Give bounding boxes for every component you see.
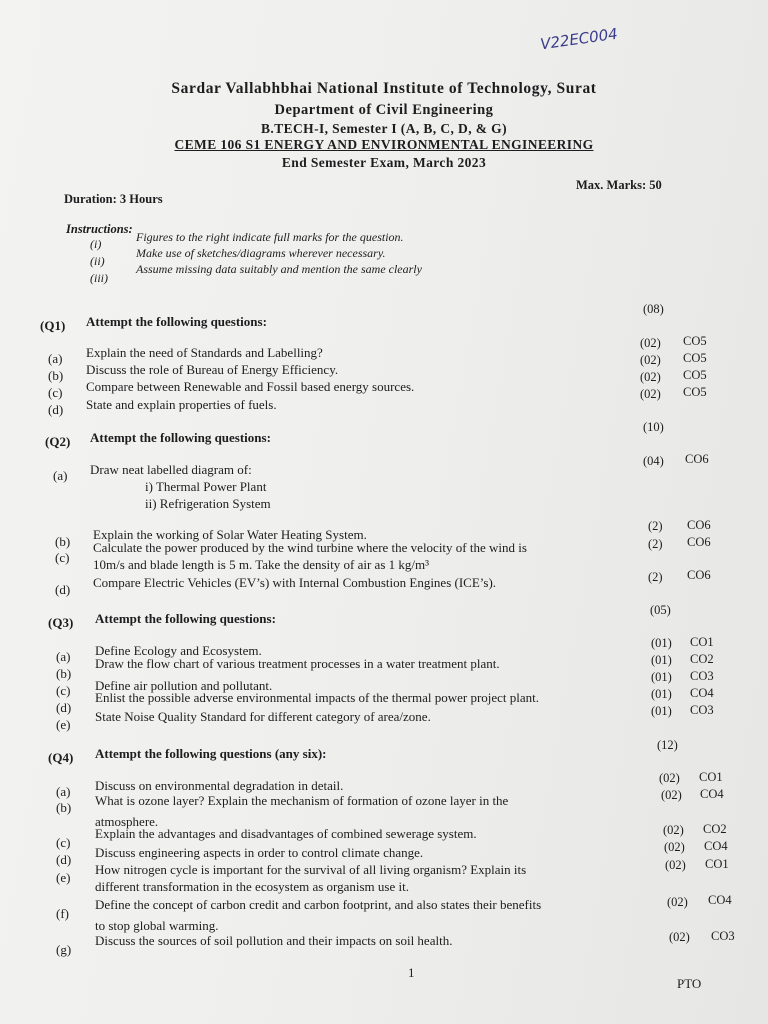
part-text: Compare between Renewable and Fossil based energy sources. [86,379,415,394]
part-marks: (02) [640,353,661,367]
handwritten-roll-number: V22EC004 [539,24,619,54]
part-co: CO1 [690,635,714,649]
question-label: (Q3) [48,615,74,630]
part-marks: (2) [648,519,663,533]
part-marks: (2) [648,537,663,551]
part-co: CO6 [687,535,711,549]
part-text: Define the concept of carbon credit and carbon footprint, and also states their benefits [95,897,542,912]
part-label: (f) [56,906,69,921]
part-label: (g) [56,942,72,957]
part-label: (b) [56,800,72,815]
instruction-num: (iii) [90,271,108,285]
part-marks: (02) [669,930,690,944]
part-co: CO3 [711,929,735,943]
part-text-continued: different transformation in the ecosystem as organism use it. [95,879,409,894]
part-label: (c) [56,683,71,698]
part-label: (b) [55,534,71,549]
part-marks: (02) [640,387,661,401]
duration: Duration: 3 Hours [64,192,163,206]
page-number: 1 [408,965,415,980]
part-marks: (01) [651,670,672,684]
part-label: (a) [53,468,68,483]
question-marks: (05) [650,603,671,617]
part-co: CO4 [690,686,714,700]
part-text: Discuss the sources of soil pollution and their impacts on soil health. [95,933,453,948]
question-title: Attempt the following questions: [95,611,276,626]
part-co: CO4 [704,839,728,853]
part-text: Compare Electric Vehicles (EV’s) with Internal Combustion Engines (ICE’s). [93,575,497,590]
part-co: CO6 [687,568,711,582]
part-label: (c) [55,550,70,565]
question-title: Attempt the following questions: [86,314,267,329]
part-co: CO5 [683,351,707,365]
part-co: CO1 [705,857,729,871]
instructions-title: Instructions: [66,222,133,236]
part-text-continued: atmosphere. [95,814,159,829]
part-subitem: ii) Refrigeration System [145,496,271,511]
part-co: CO4 [708,893,732,907]
part-label: (c) [48,385,63,400]
part-label: (d) [56,700,72,715]
part-co: CO2 [703,822,727,836]
part-text: State Noise Quality Standard for different category of area/zone. [95,709,431,724]
part-label: (e) [56,717,71,732]
part-marks: (02) [640,336,661,350]
part-co: CO5 [683,368,707,382]
part-text: Discuss engineering aspects in order to control climate change. [95,845,424,860]
part-text: Explain the advantages and disadvantages of combined sewerage system. [95,826,477,841]
instruction-text: Figures to the right indicate full marks for the question. [136,230,404,244]
part-co: CO2 [690,652,714,666]
instruction-text: Make use of sketches/diagrams wherever necessary. [136,246,386,260]
part-marks: (02) [663,823,684,837]
part-text: Define Ecology and Ecosystem. [95,643,262,658]
part-marks: (02) [659,771,680,785]
part-marks: (02) [665,858,686,872]
part-marks: (01) [651,687,672,701]
part-label: (b) [56,666,72,681]
part-marks: (2) [648,570,663,584]
part-label: (b) [48,368,64,383]
part-label: (a) [56,649,71,664]
question-marks: (12) [657,738,678,752]
part-marks: (01) [651,653,672,667]
part-subitem: i) Thermal Power Plant [145,479,267,494]
part-marks: (01) [651,636,672,650]
part-label: (d) [48,402,64,417]
max-marks: Max. Marks: 50 [576,178,662,192]
part-label: (d) [55,582,71,597]
program-name: B.TECH-I, Semester I (A, B, C, D, & G) [261,121,507,136]
instruction-text: Assume missing data suitably and mention the same clearly [136,262,422,276]
part-text: Discuss the role of Bureau of Energy Efficiency. [86,362,339,377]
part-text: How nitrogen cycle is important for the survival of all living organism? Explain its [95,862,527,877]
part-marks: (02) [667,895,688,909]
part-marks: (04) [643,454,664,468]
institute-name: Sardar Vallabhbhai National Institute of Technology, Surat [171,80,597,97]
question-label: (Q2) [45,434,71,449]
part-text-continued: to stop global warming. [95,918,219,933]
part-marks: (02) [661,788,682,802]
part-label: (c) [56,835,71,850]
instruction-num: (i) [90,237,102,251]
part-text: Draw neat labelled diagram of: [90,462,252,477]
question-marks: (10) [643,420,664,434]
part-co: CO4 [700,787,724,801]
part-co: CO1 [699,770,723,784]
part-co: CO5 [683,334,707,348]
part-text: State and explain properties of fuels. [86,397,277,412]
part-label: (a) [48,351,63,366]
part-co: CO6 [687,518,711,532]
part-marks: (02) [640,370,661,384]
pto-label: PTO [677,976,702,991]
part-co: CO6 [685,452,709,466]
question-title: Attempt the following questions: [90,430,271,445]
question-label: (Q4) [48,750,74,765]
part-text: What is ozone layer? Explain the mechanism of formation of ozone layer in the [95,793,509,808]
part-co: CO3 [690,703,714,717]
part-text: Enlist the possible adverse environmental impacts of the thermal power project plant. [95,690,540,705]
part-text-continued: 10m/s and blade length is 5 m. Take the density of air as 1 kg/m³ [93,557,429,572]
part-label: (e) [56,870,71,885]
question-label: (Q1) [40,318,66,333]
question-title: Attempt the following questions (any six): [95,746,327,761]
part-text: Explain the need of Standards and Labelling? [86,345,323,360]
part-marks: (02) [664,840,685,854]
course-title: CEME 106 S1 ENERGY AND ENVIRONMENTAL ENGINEERING [174,137,594,152]
part-co: CO3 [690,669,714,683]
part-marks: (01) [651,704,672,718]
exam-name: End Semester Exam, March 2023 [281,155,487,170]
department-name: Department of Civil Engineering [274,102,494,118]
part-text: Define air pollution and pollutant. [95,678,273,693]
question-marks: (08) [643,302,664,316]
part-label: (a) [56,784,71,799]
instruction-num: (ii) [90,254,105,268]
part-co: CO5 [683,385,707,399]
part-text: Explain the working of Solar Water Heating System. [93,527,367,542]
part-label: (d) [56,852,72,867]
part-text: Draw the flow chart of various treatment processes in a water treatment plant. [95,656,500,671]
part-text: Discuss on environmental degradation in detail. [95,778,344,793]
part-text: Calculate the power produced by the wind turbine where the velocity of the wind is [93,540,527,555]
